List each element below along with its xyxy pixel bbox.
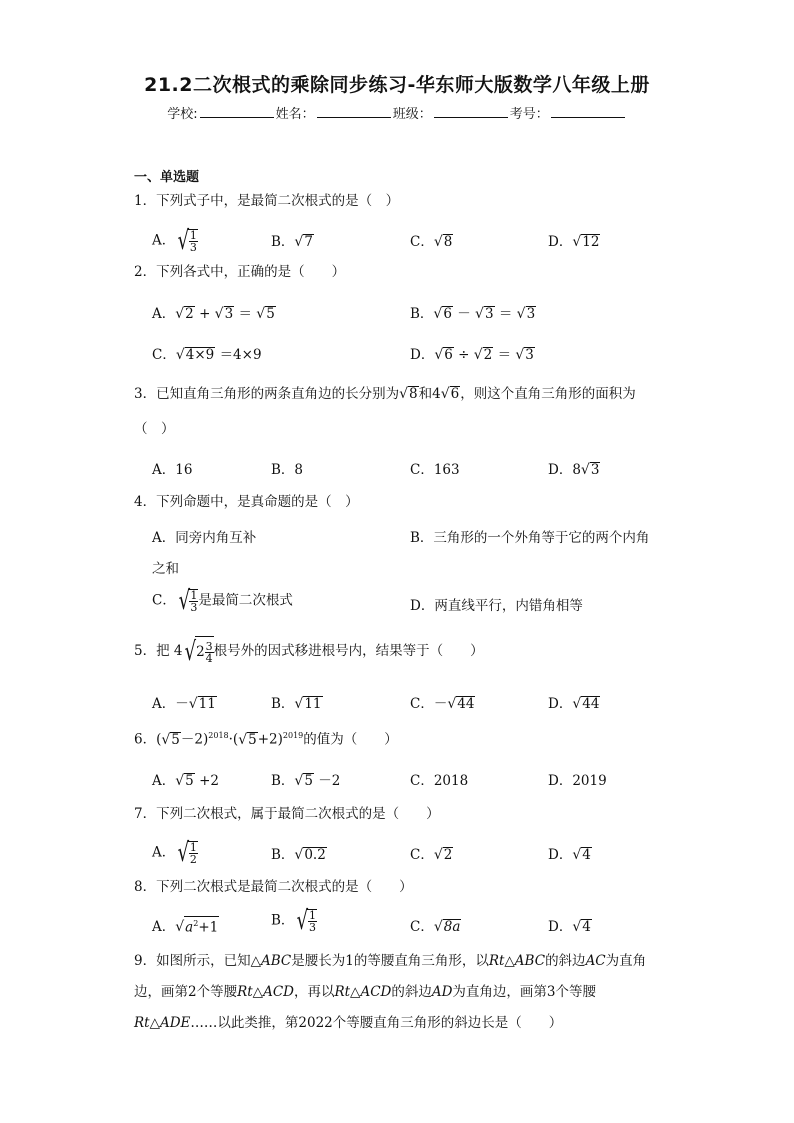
question-9-line-3: Rt△ADE……以此类推，第2022个等腰直角三角形的斜边长是（ ） (134, 1015, 563, 1031)
q6-option-b[interactable]: B．√5 －2 (271, 773, 341, 789)
q1-option-d[interactable]: D．√12 (548, 234, 600, 250)
q4-option-b[interactable]: B．三角形的一个外角等于它的两个内角 (410, 530, 650, 546)
q6-option-a[interactable]: A．√5 +2 (152, 773, 219, 789)
student-info-line (0, 103, 794, 122)
q4-option-a[interactable]: A．同旁内角互补 (152, 530, 257, 546)
question-5: 5．把 4√2 $\frac{3}{4}$ 根号外的因式移进根号内，结果等于（ ） (134, 636, 484, 667)
q6-option-d[interactable]: D．2019 (548, 773, 607, 789)
question-7: 7．下列二次根式，属于最简二次根式的是（ ） (134, 806, 440, 822)
q5-option-a[interactable]: A．－√11 (152, 696, 216, 712)
school-blank[interactable] (200, 105, 274, 118)
q2-option-b[interactable]: B．√6 － √3 ＝ √3 (410, 306, 536, 322)
q7-option-d[interactable]: D．√4 (548, 847, 591, 863)
number-blank[interactable] (551, 105, 625, 118)
q1-option-b[interactable]: B．√7 (271, 234, 313, 250)
q8-option-a[interactable]: A．$√a^2+1$ (152, 915, 219, 935)
q8-option-b[interactable]: B．√ $\frac{1}{3}$ (271, 906, 316, 936)
q4-option-d[interactable]: D．两直线平行，内错角相等 (410, 598, 583, 614)
q5-option-b[interactable]: B．√11 (271, 696, 322, 712)
question-3-cont: （ ） (134, 421, 175, 437)
q5-option-c[interactable]: C．－√44 (410, 696, 475, 712)
question-6: 6．$(√5-2)^{2018}\cdot(√5+2)^{2019}$的值为（ ） (134, 731, 398, 748)
name-blank[interactable] (317, 105, 391, 118)
q2-option-c[interactable]: C．√4×9 ＝4×9 (152, 347, 262, 363)
class-label: 班级： (392, 107, 432, 122)
name-label: 姓名： (275, 107, 315, 122)
q2-option-d[interactable]: D．√6 ÷ √2 ＝ √3 (410, 347, 534, 363)
q7-option-a[interactable]: A．√ $\frac{1}{2}$ (152, 838, 197, 868)
q8-option-d[interactable]: D．√4 (548, 919, 591, 935)
question-2: 2．下列各式中，正确的是（ ） (134, 264, 346, 280)
q2-option-a[interactable]: A．√2 + √3 ＝ √5 (152, 306, 275, 322)
q3-option-d[interactable]: D．8√3 (548, 462, 600, 478)
question-1: 1．下列式子中，是最简二次根式的是（ ） (134, 193, 400, 209)
question-8: 8．下列二次根式是最简二次根式的是（ ） (134, 879, 413, 895)
question-4: 4．下列命题中，是真命题的是（ ） (134, 494, 359, 510)
question-9: 9．如图所示，已知△ABC是腰长为1的等腰直角三角形，以Rt△ABC的斜边AC为直角 (134, 953, 647, 969)
q1-option-a[interactable]: A．√ $\frac{1}{3}$ (152, 226, 197, 256)
q3-option-c[interactable]: C．163 (410, 462, 460, 478)
q4-option-c[interactable]: C．√ $\frac{1}{3}$ 是最简二次根式 (152, 586, 293, 616)
q6-option-c[interactable]: C．2018 (410, 773, 469, 789)
question-9-line-2: 边，画第2个等腰Rt△ACD，再以Rt△ACD的斜边AD为直角边，画第3个等腰 (134, 984, 597, 1000)
q3-option-a[interactable]: A．16 (152, 462, 193, 478)
q7-option-b[interactable]: B．√0.2 (271, 847, 326, 863)
class-blank[interactable] (434, 105, 508, 118)
question-3: 3．已知直角三角形的两条直角边的长分别为√8和4√6，则这个直角三角形的面积为 (134, 386, 636, 402)
number-label: 考号： (509, 107, 549, 122)
school-label: 学校: (167, 107, 198, 122)
q7-option-c[interactable]: C．√2 (410, 847, 453, 863)
q5-option-d[interactable]: D．√44 (548, 696, 600, 712)
q4-option-b-cont: 之和 (152, 561, 179, 577)
q3-option-b[interactable]: B．8 (271, 462, 304, 478)
page-title: 21.2二次根式的乘除同步练习-华东师大版数学八年级上册 (144, 74, 650, 96)
q8-option-c[interactable]: C．√8a (410, 919, 461, 935)
section-heading: 一、单选题 (134, 170, 200, 185)
q1-option-c[interactable]: C．√8 (410, 234, 453, 250)
